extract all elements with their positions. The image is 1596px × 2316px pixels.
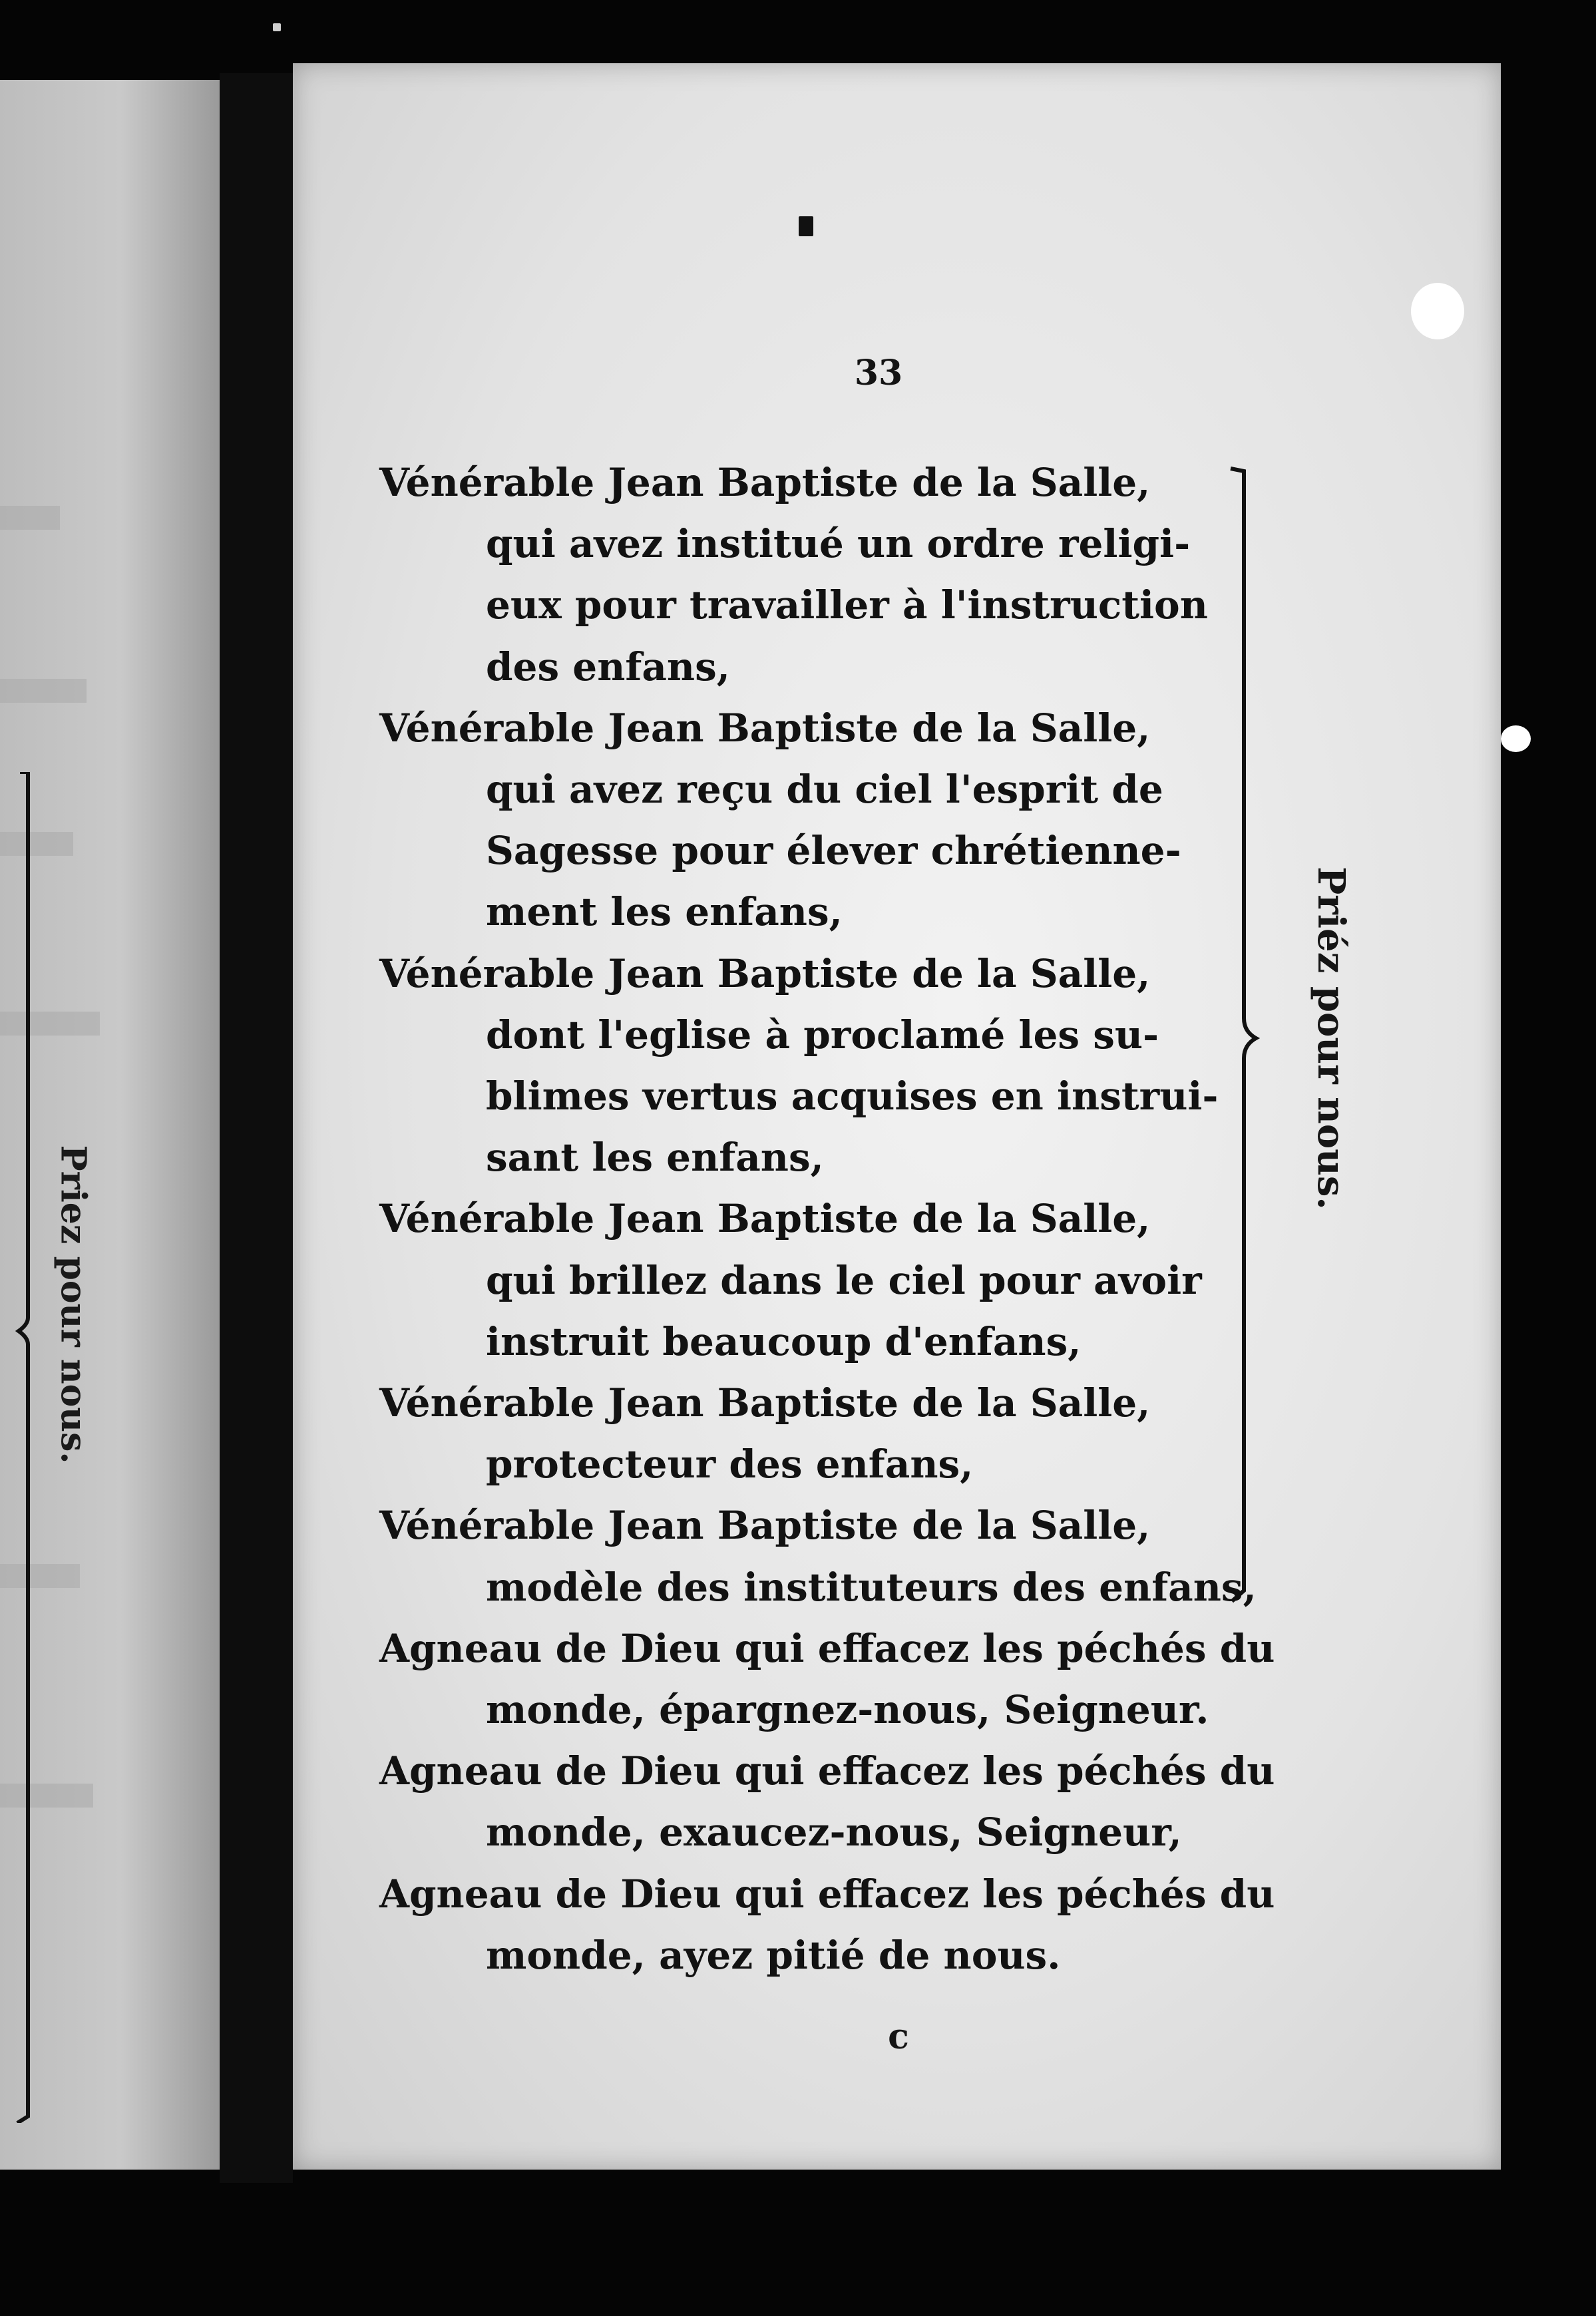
bleed-through-line (0, 1564, 80, 1588)
facing-page-fragment (0, 80, 220, 2170)
invocation-line: Agneau de Dieu qui effacez les péchés du (379, 1625, 1275, 1671)
invocation-line: Vénérable Jean Baptiste de la Salle, (379, 1380, 1151, 1426)
right-brace (1228, 466, 1261, 1604)
continuation-line: protecteur des enfans, (486, 1442, 974, 1487)
invocation-line: Vénérable Jean Baptiste de la Salle, (379, 1503, 1151, 1549)
book-gutter (220, 73, 293, 2183)
continuation-line: dont l'eglise à proclamé les su- (486, 1012, 1159, 1058)
bleed-through-line (0, 1784, 93, 1808)
bleed-through-line (0, 506, 60, 530)
white-speck (1411, 283, 1464, 339)
page-number: 33 (854, 353, 903, 393)
left-response-text: Priez pour nous. (53, 1145, 94, 1464)
invocation-line: Vénérable Jean Baptiste de la Salle, (379, 460, 1151, 505)
invocation-line: Vénérable Jean Baptiste de la Salle, (379, 705, 1151, 751)
continuation-line: sant les enfans, (486, 1135, 824, 1181)
continuation-line: monde, ayez pitié de nous. (486, 1932, 1061, 1978)
invocation-line: Agneau de Dieu qui effacez les péchés du (379, 1748, 1275, 1794)
bleed-through-line (0, 679, 87, 703)
continuation-line: des enfans, (486, 644, 730, 689)
signature-mark: c (888, 2017, 909, 2057)
invocation-line: Vénérable Jean Baptiste de la Salle, (379, 1196, 1151, 1242)
left-sidenote (47, 1118, 100, 1491)
continuation-line: qui avez reçu du ciel l'esprit de (486, 767, 1163, 812)
bleed-through-line (0, 832, 73, 856)
continuation-line: Sagesse pour élever chrétienne- (486, 828, 1181, 874)
invocation-line: Agneau de Dieu qui effacez les péchés du (379, 1871, 1275, 1917)
continuation-line: qui brillez dans le ciel pour avoir (486, 1257, 1202, 1303)
ink-speck (799, 216, 813, 236)
continuation-line: monde, épargnez-nous, Seigneur. (486, 1687, 1209, 1732)
continuation-line: eux pour travailler à l'instruction (486, 582, 1208, 628)
continuation-line: ment les enfans, (486, 889, 843, 935)
invocation-line: Vénérable Jean Baptiste de la Salle, (379, 950, 1151, 996)
continuation-line: qui avez institué un ordre religi- (486, 521, 1191, 567)
right-response-text: Priéz pour nous. (1309, 867, 1353, 1210)
left-brace (15, 772, 35, 2123)
white-speck (1501, 725, 1531, 752)
continuation-line: modèle des instituteurs des enfans, (486, 1564, 1257, 1610)
continuation-line: monde, exaucez-nous, Seigneur, (486, 1810, 1182, 1855)
dust-speck (273, 23, 281, 31)
continuation-line: instruit beaucoup d'enfans, (486, 1318, 1082, 1364)
continuation-line: blimes vertus acquises en instrui- (486, 1073, 1219, 1119)
right-sidenote (1304, 859, 1358, 1218)
